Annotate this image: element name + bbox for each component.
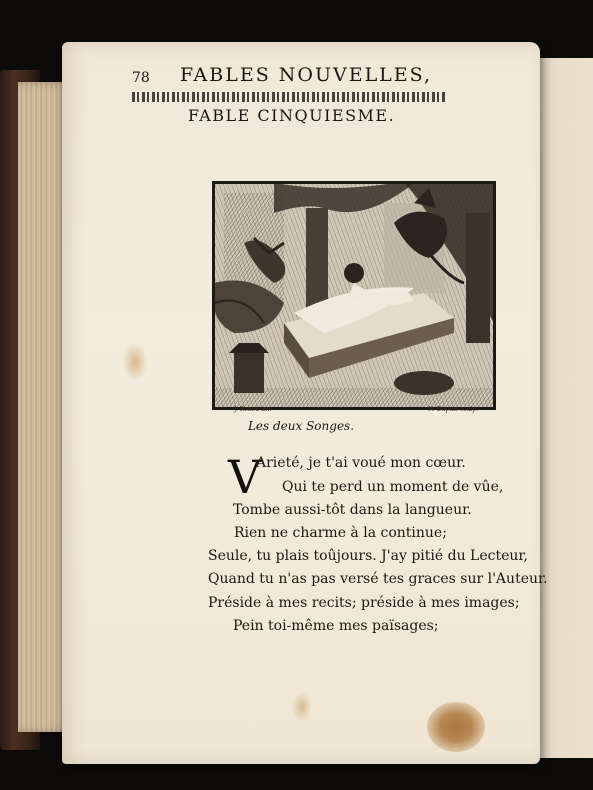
page-number: 78: [132, 70, 150, 86]
verse-line: Quand tu n'as pas versé tes graces sur l'Auteur.: [208, 571, 548, 587]
engraving-plate: [212, 181, 496, 410]
page-caption: Les deux Songes.: [247, 419, 355, 433]
verse-line: Arieté, je t'ai voué mon cœur.: [256, 455, 466, 471]
engraving-illustration: [214, 183, 494, 408]
verse-line: Rien ne charme à la continue;: [234, 525, 447, 541]
foxing-stain: [122, 342, 148, 382]
fable-title: FABLE CINQUIESME.: [188, 106, 396, 125]
drop-cap: V: [228, 450, 262, 504]
foxing-stain: [292, 692, 312, 722]
verse-line: Pein toi-même mes païsages;: [233, 618, 439, 634]
running-title: FABLES NOUVELLES,: [180, 64, 433, 86]
engraver-left: J. Renou inv.: [234, 406, 272, 413]
foxing-stain: [427, 702, 485, 752]
verse-line: Qui te perd un moment de vûe,: [282, 479, 504, 495]
verse-line: Seule, tu plais toûjours. J'ay pitié du Lecteur,: [208, 548, 529, 564]
plate-signatures: [214, 406, 496, 418]
engraver-right: N. Dupuis sculp.: [428, 406, 478, 413]
verse-line: Tombe aussi-tôt dans la langueur.: [233, 502, 472, 518]
verse-line: Préside à mes recits; préside à mes images;: [208, 595, 520, 611]
ornament-rule: [132, 92, 446, 102]
